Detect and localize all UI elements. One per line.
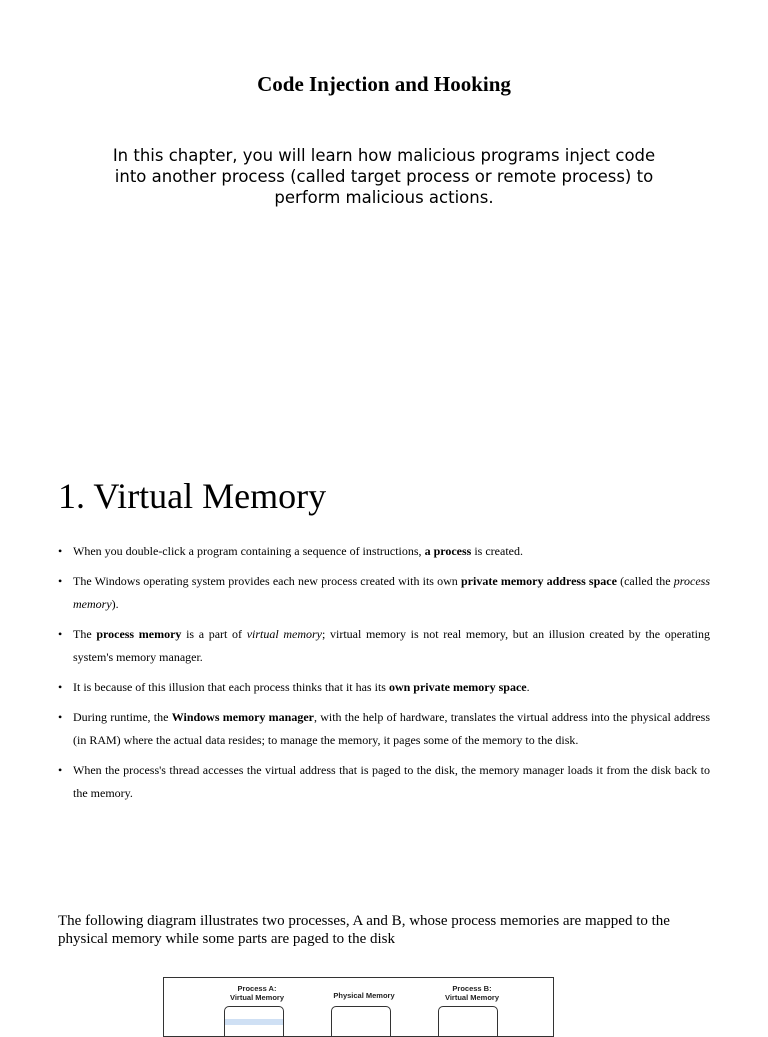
bullet-icon: • (58, 680, 63, 694)
bullet-text: is created. (471, 544, 523, 558)
bullet-icon: • (58, 627, 63, 641)
bullet-item (58, 540, 710, 563)
bullet-text: (called the (616, 574, 674, 588)
bullet-item (58, 706, 710, 752)
chapter-intro: In this chapter, you will learn how malicious programs inject code into another process (called target process or remote process) to perform malicious actions. (112, 146, 656, 207)
process-b-memory-box (438, 1006, 498, 1037)
bullet-icon: • (58, 574, 63, 588)
bullet-text: Windows memory manager (171, 710, 314, 724)
bullet-text: When the process's thread accesses the virtual address that is paged to the disk, the memory manager loads it from the disk back to the memory. (73, 763, 710, 800)
bullet-text: It is because of this illusion that each process thinks that it has its (73, 680, 389, 694)
bullet-text: When you double-click a program containing a sequence of instructions, (73, 544, 425, 558)
bullet-item (58, 623, 710, 669)
diagram-label-physical-memory: Physical Memory (333, 991, 395, 1000)
diagram-intro-text: The following diagram illustrates two processes, A and B, whose process memories are mapped to the physical memory while some parts are paged to the disk (58, 913, 670, 947)
bullet-text: own private memory space (388, 680, 527, 694)
diagram-label-process-a: Process A: Virtual Memory (229, 984, 285, 1002)
bullet-text: The Windows operating system provides each new process created with its own (73, 574, 461, 588)
section-heading: 1. Virtual Memory (58, 476, 327, 516)
bullet-icon: • (58, 763, 63, 777)
bullet-item (58, 570, 710, 616)
process-a-memory-box (224, 1006, 284, 1037)
bullet-icon: • (58, 710, 63, 724)
bullet-item (58, 676, 710, 699)
bullet-text: ). (111, 597, 119, 611)
bullet-text: virtual memory (246, 627, 322, 641)
bullet-text: During runtime, the (73, 710, 172, 724)
bullet-text: , with the help of hardware, translates the virtual address into the physical address (in RAM) where the actual data resides; to manage the memory, it pages some of the memory to the disk. (73, 710, 711, 747)
bullet-text: ; virtual memory is not real memory, but an illusion created by the operating system's memory manager. (73, 627, 711, 664)
bullet-text: process memory (73, 574, 710, 611)
bullet-list (58, 540, 710, 812)
bullet-text: is a part of (181, 627, 247, 641)
physical-memory-box (331, 1006, 391, 1037)
bullet-text: private memory address space (460, 574, 617, 588)
bullet-text: a process (424, 544, 472, 558)
bullet-item (58, 759, 710, 805)
memory-diagram (163, 977, 554, 1037)
bullet-text: process memory (96, 627, 182, 641)
bullet-text: The (73, 627, 97, 641)
page-title: Code Injection and Hooking (257, 72, 511, 96)
diagram-label-process-b: Process B: Virtual Memory (444, 984, 500, 1002)
bullet-text: . (526, 680, 530, 694)
bullet-icon: • (58, 544, 63, 558)
